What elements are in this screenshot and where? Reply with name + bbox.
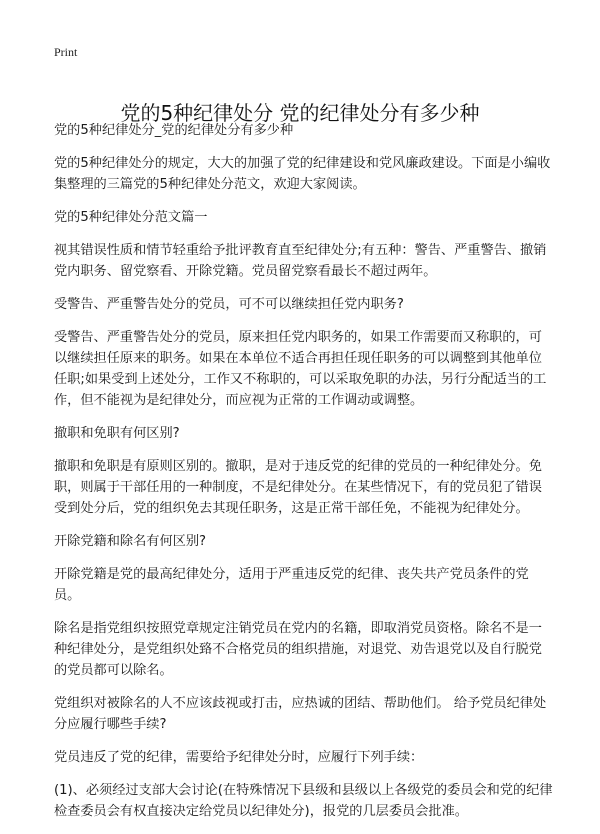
intro-paragraph: 党的5种纪律处分的规定，大大的加强了党的纪律建设和党风廉政建设。下面是小编收集整理的三篇党的5种纪律处分范文，欢迎大家阅读。 (54, 156, 551, 192)
question-heading: 开除党籍和除名有何区别? (54, 534, 207, 549)
page-title: 党的5种纪律处分 党的纪律处分有多少种 (120, 101, 480, 126)
paragraph: 撤职和免职是有原则区别的。撤职，是对于违反党的纪律的党员的一种纪律处分。免职，则属于干部任用的一种制度，不是纪律处分。在某些情况下，有的党员犯了错误受到处分后，党的组织免去其现任职务，这是正常干部任免，不能视为纪律处分。 (54, 459, 542, 516)
question-heading: 撤职和免职有何区别? (54, 426, 180, 441)
paragraph: (1)、必须经过支部大会讨论(在特殊情况下县级和县级以上各级党的委员会和党的纪律检查委员会有权直接决定给党员以纪律处分)，报党的几层委员会批准。 (54, 783, 553, 819)
paragraph: 受警告、严重警告处分的党员，原来担任党内职务的，如果工作需要而又称职的，可以继续担任原来的职务。如果在本单位不适合再担任现任职务的可以调整到其他单位任职;如果受到上述处分，工作又不称职的，可以采取免职的办法，另行分配适当的工作，但不能视为是纪律处分，而应视为正常的工作调动或调整。 (54, 330, 547, 408)
paragraph: 除名是指党组织按照党章规定注销党员在党内的名籍，即取消党员资格。除名不是一种纪律处分，是党组织处臵不合格党员的组织措施，对退党、劝告退党以及自行脱党的党员都可以除名。 (54, 621, 542, 678)
section-heading: 党的5种纪律处分范文篇一 (54, 210, 208, 225)
paragraph: 开除党籍是党的最高纪律处分，适用于严重违反党的纪律、丧失共产党员条件的党员。 (54, 567, 529, 603)
article-body (54, 120, 554, 834)
subtitle: 党的5种纪律处分_党的纪律处分有多少种 (54, 123, 294, 138)
paragraph: 党组织对被除名的人不应该歧视或打击，应热诚的团结、帮助他们。 给予党员纪律处分应履行哪些手续? (54, 696, 547, 732)
paragraph: 党员违反了党的纪律，需要给予纪律处分时，应履行下列手续： (54, 750, 424, 765)
question-heading: 受警告、严重警告处分的党员，可不可以继续担任党内职务? (54, 297, 404, 312)
paragraph: 视其错误性质和情节轻重给予批评教育直至纪律处分;有五种：警告、严重警告、撤销党内职务、留党察看、开除党籍。党员留党察看最长不超过两年。 (54, 243, 547, 279)
print-label: Print (54, 45, 78, 59)
